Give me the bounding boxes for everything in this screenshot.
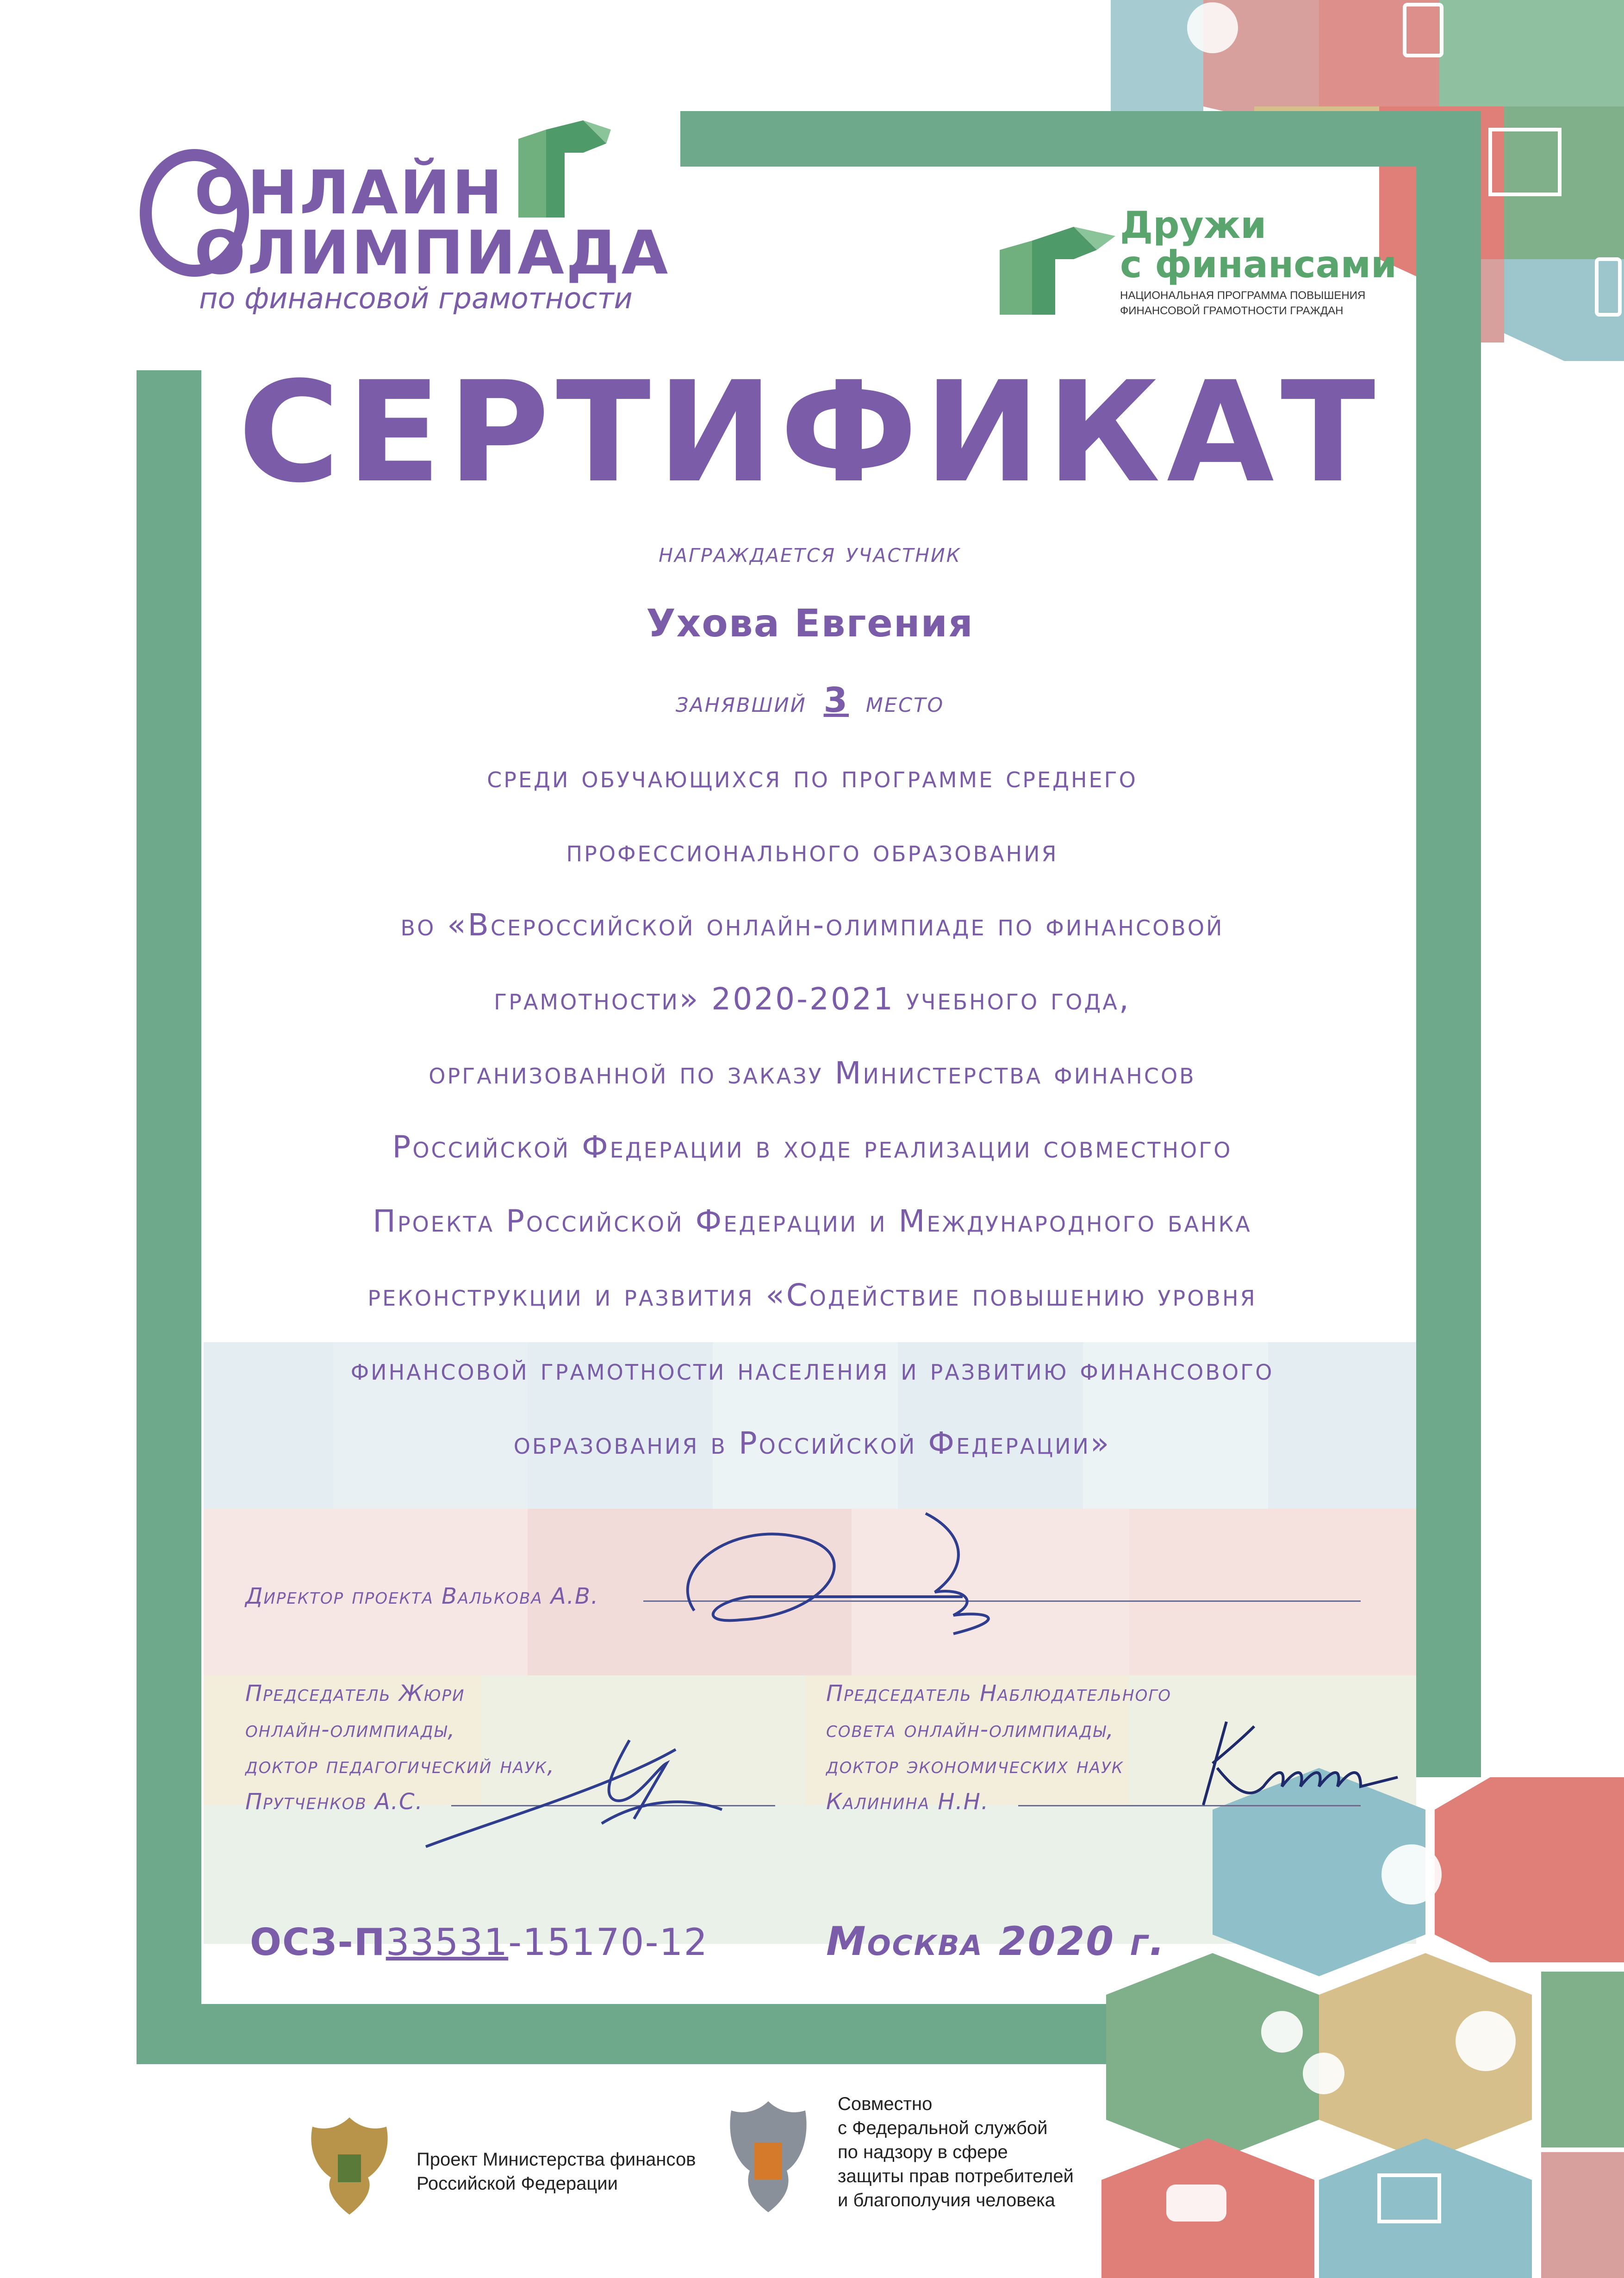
russian-coat-of-arms-icon [299,2108,400,2219]
service-text-line: защиты прав потребителей [838,2166,1074,2186]
code-suffix: -15170-12 [508,1921,709,1964]
olympiad-logo-line2: ОЛИМПИАДА [194,218,670,288]
frame-right-bar [1416,111,1481,1777]
olympiad-logo-line1: ОНЛАЙН [194,157,504,228]
service-text-line: по надзору в сфере [838,2142,1008,2162]
council-label-line: Председатель Наблюдательного [826,1680,1172,1706]
olympiad-logo-subtitle: по финансовой грамотности [199,281,633,315]
service-text [838,2092,1074,2212]
body-line: грамотности» 2020-2021 учебного года, [494,981,1131,1017]
olympiad-dog-icon [491,111,611,222]
place-prefix: занявший [675,685,807,719]
awarded-text: награждается участник [659,537,961,568]
council-label-line: совета онлайн-олимпиады, [826,1717,1115,1743]
city-year: Москва 2020 г. [826,1918,1166,1965]
service-text-line: с Федеральной службой [838,2118,1048,2138]
ministry-text [417,2147,696,2196]
jury-label-line: Председатель Жюри [245,1680,465,1706]
body-line: организованной по заказу Министерства финансов [429,1055,1196,1091]
council-signature [1185,1712,1416,1814]
frame-top-bar [680,111,1481,167]
hexagon-pattern-bottom [1101,1768,1624,2278]
body-line: образования в Российской Федерации» [513,1425,1111,1461]
service-text-line: Совместно [838,2094,933,2114]
friends-dog-icon [981,208,1115,319]
rospotrebnadzor-emblem-icon [722,2092,815,2222]
director-signature [676,1495,1055,1662]
place-suffix: место [865,685,945,719]
jury-label-line: Прутченков А.С. [245,1789,423,1815]
ministry-text-line: Российской Федерации [417,2173,618,2194]
body-line: финансовой грамотности населения и развитию финансового [350,1351,1274,1387]
jury-label-line: доктор педагогический наук, [245,1753,555,1779]
body-line: среди обучающихся по программе среднего [487,759,1138,795]
council-label-line: Калинина Н.Н. [826,1789,989,1815]
body-line: профессионального образования [566,833,1058,869]
friends-logo-sub2: ФИНАНСОВОЙ ГРАМОТНОСТИ ГРАЖДАН [1120,305,1344,317]
body-line: во «Всероссийской онлайн-олимпиаде по финансовой [400,907,1224,943]
friends-logo-sub1: НАЦИОНАЛЬНАЯ ПРОГРАММА ПОВЫШЕНИЯ [1120,289,1366,302]
friends-logo-title1: Дружи [1120,204,1267,247]
jury-label-line: онлайн-олимпиады, [245,1717,456,1743]
body-line: Российской Федерации в ходе реализации совместного [392,1129,1232,1165]
code-underlined: 33531 [386,1921,509,1964]
director-label: Директор проекта Валькова А.В. [245,1583,599,1609]
council-label-line: доктор экономических наук [826,1753,1124,1779]
jury-signature [417,1731,768,1861]
friends-logo-title2: с финансами [1120,243,1397,286]
service-text-line: и благополучия человека [838,2190,1055,2210]
ministry-text-line: Проект Министерства финансов [417,2149,696,2170]
body-line: реконструкции и развития «Содействие повышению уровня [367,1277,1257,1313]
body-line: Проекта Российской Федерации и Международного банка [373,1203,1252,1239]
place-number: 3 [823,680,849,720]
certificate-code [250,1921,708,1964]
place-line [204,680,1416,720]
certificate-title: СЕРТИФИКАТ [238,352,1382,513]
frame-left-bar [137,370,201,2064]
code-prefix: ОСЗ-П [250,1921,386,1964]
participant-name: Ухова Евгения [646,602,974,646]
